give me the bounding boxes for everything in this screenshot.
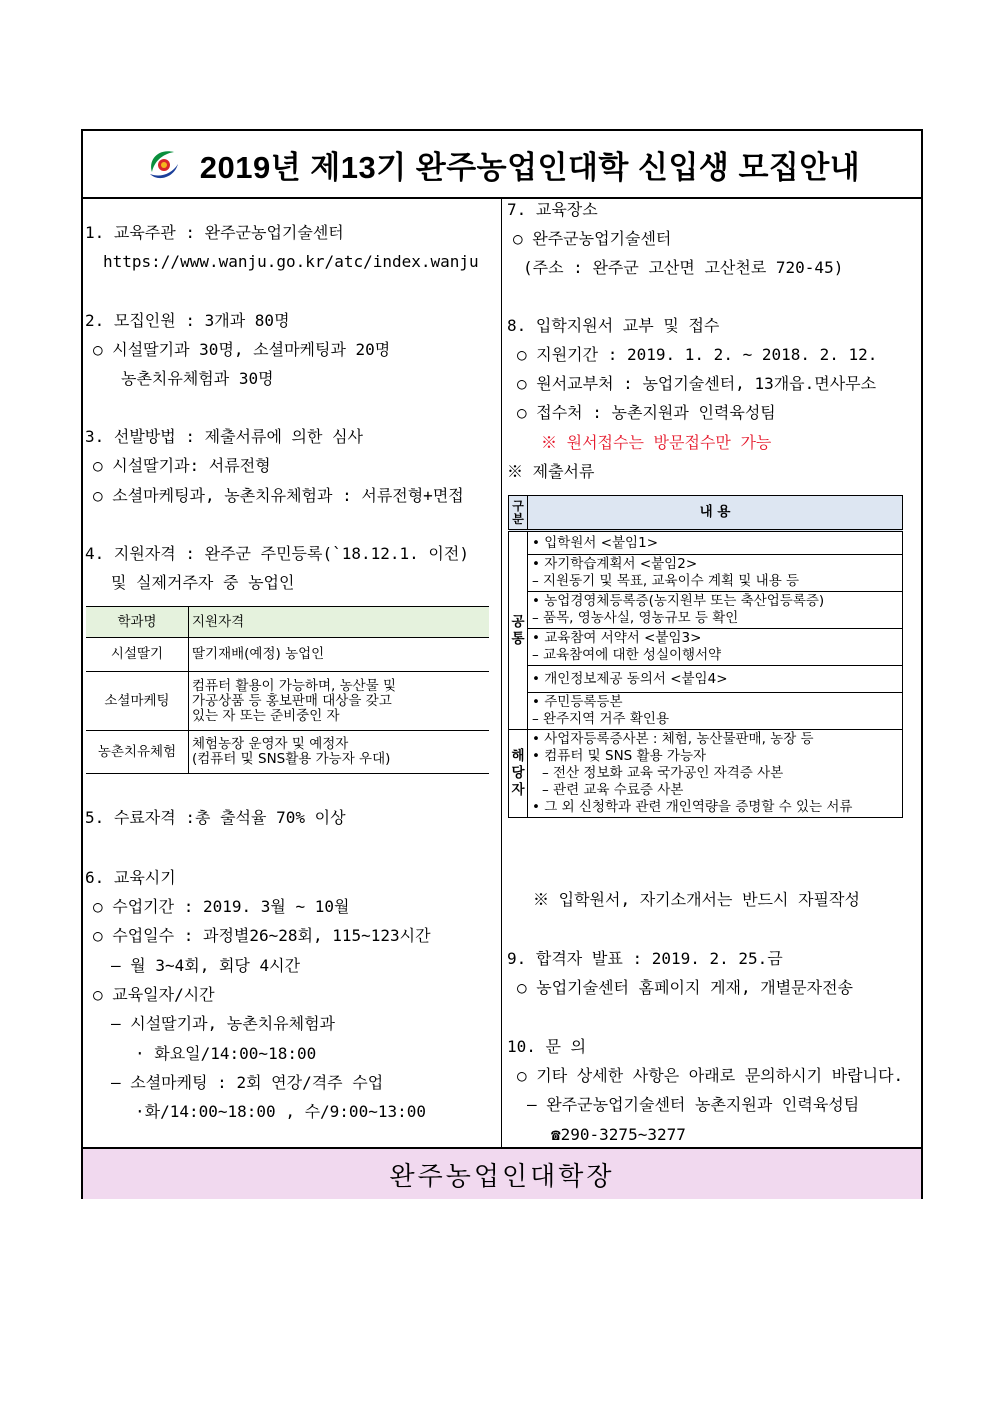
s8-line1: ○ 지원기간 : 2019. 1. 2. ~ 2018. 2. 12. [517,345,878,364]
header-qualification: 지원자격 [189,607,490,638]
doc-cell: • 입학원서 <붙임1> [528,531,903,555]
s8-line2: ○ 원서교부처 : 농업기술센터, 13개읍.면사무소 [517,374,877,393]
s6-line5: – 시설딸기과, 농촌치유체험과 [111,1014,336,1033]
s5-title: 5. 수료자격 :총 출석율 70% 이상 [85,808,346,827]
qualification-table [86,606,489,774]
doc-cell: • 사업자등록증사본 : 체험, 농산물판매, 농장 등 • 컴퓨터 및 SNS 활용 가능자 – 전산 정보화 교육 국가공인 자격증 사본 – 관련 교육 수료증 사본 • 그 외 신청학과 관련 개인역량을 증명할 수 있는 서류 [528,730,903,818]
s3-line1: ○ 시설딸기과: 서류전형 [93,456,271,475]
s10-line1: ○ 기타 상세한 사항은 아래로 문의하시기 바랍니다. [517,1066,904,1085]
column-divider [501,197,502,1147]
docs-note: ※ 입학원서, 자기소개서는 반드시 자필작성 [533,890,860,909]
s10-title: 10. 문 의 [507,1037,587,1056]
s6-line3: – 월 3~4회, 회당 4시간 [111,956,301,975]
s6-line6: · 화요일/14:00~18:00 [135,1044,317,1063]
s9-line1: ○ 농업기술센터 홈페이지 게재, 개별문자전송 [517,978,854,997]
s8-notice: ※ 원서접수는 방문접수만 가능 [541,433,772,452]
s7-title: 7. 교육장소 [507,200,598,219]
document-frame [81,129,923,1199]
s4-title: 4. 지원자격 : 완주군 주민등록(`18.12.1. 이전) [85,544,469,563]
doc-cell: • 농업경영체등록증(농지원부 또는 축산업등록증) – 품목, 영농사실, 영농규모 등 확인 [528,592,903,629]
documents-table-header [509,496,903,531]
table-row [509,555,903,592]
footer-text: 완주농업인대학장 [389,1161,615,1192]
s10-line2: – 완주군농업기술센터 농촌지원과 인력육성팀 [527,1095,860,1114]
table-row [86,672,489,731]
title-bar [83,131,921,199]
s3-line2: ○ 소셜마케팅과, 농촌치유체험과 : 서류전형+면접 [93,486,464,505]
s7-line2: (주소 : 완주군 고산면 고산천로 720-45) [523,258,844,277]
qualification-cell: 체험농장 운영자 및 예정자 (컴퓨터 및 SNS활용 가능자 우대) [189,731,490,774]
s6-title: 6. 교육시기 [85,868,176,887]
table-row [509,730,903,818]
s8-line3: ○ 접수처 : 농촌지원과 인력육성팀 [517,403,776,422]
s2-line2: 농촌치유체험과 30명 [121,369,274,388]
s1-title: 1. 교육주관 : 완주군농업기술센터 [85,223,344,242]
dept-cell: 시설딸기 [86,638,189,672]
s2-title: 2. 모집인원 : 3개과 80명 [85,311,290,330]
doc-cell: • 자기학습계획서 <붙임2> – 지원동기 및 목표, 교육이수 계획 및 내용 등 [528,555,903,592]
table-row [86,731,489,774]
documents-table [508,495,903,818]
s4-line2: 및 실제거주자 중 농업인 [111,573,295,592]
doc-cell: • 개인정보제공 동의서 <붙임4> [528,666,903,693]
s6-line1: ○ 수업기간 : 2019. 3월 ~ 10월 [93,897,350,916]
docs-title: ※ 제출서류 [507,462,595,481]
s1-url: https://www.wanju.go.kr/atc/index.wanju [103,252,479,271]
s10-phone: ☎290-3275~3277 [551,1125,686,1144]
header-group: 구 분 [509,496,528,531]
common-group-cell: 공 통 [509,531,528,730]
dept-cell: 소셜마케팅 [86,672,189,731]
header-content: 내 용 [528,496,903,531]
table-row [509,693,903,730]
qualification-cell: 딸기재배(예정) 농업인 [189,638,490,672]
s8-title: 8. 입학지원서 교부 및 접수 [507,316,720,335]
qualification-table-header [86,607,489,638]
footer-signature [83,1147,921,1199]
table-row [509,531,903,555]
qualification-cell: 컴퓨터 활용이 가능하며, 농산물 및 가공상품 등 홍보판매 대상을 갖고 있는 자 또는 준비중인 자 [189,672,490,731]
wanju-logo-icon [144,144,184,184]
s6-line2: ○ 수업일수 : 과정별26~28회, 115~123시간 [93,926,431,945]
s9-title: 9. 합격자 발표 : 2019. 2. 25.금 [507,949,783,968]
doc-cell: • 주민등록등본 – 완주지역 거주 확인용 [528,693,903,730]
s3-title: 3. 선발방법 : 제출서류에 의한 심사 [85,427,363,446]
s2-line1: ○ 시설딸기과 30명, 소셜마케팅과 20명 [93,340,391,359]
table-row [509,666,903,693]
doc-cell: • 교육참여 서약서 <붙임3> – 교육참여에 대한 성실이행서약 [528,629,903,666]
table-row [86,638,489,672]
applicable-group-cell: 해 당 자 [509,730,528,818]
dept-cell: 농촌치유체험 [86,731,189,774]
s6-line7: – 소셜마케팅 : 2회 연강/격주 수업 [111,1073,384,1092]
page-title: 2019년 제13기 완주농업인대학 신입생 모집안내 [199,149,861,185]
s6-line4: ○ 교육일자/시간 [93,985,215,1004]
table-row [509,592,903,629]
header-dept: 학과명 [86,607,189,638]
s6-line8: ·화/14:00~18:00 , 수/9:00~13:00 [135,1102,426,1121]
table-row [509,629,903,666]
s7-line1: ○ 완주군농업기술센터 [513,229,672,248]
